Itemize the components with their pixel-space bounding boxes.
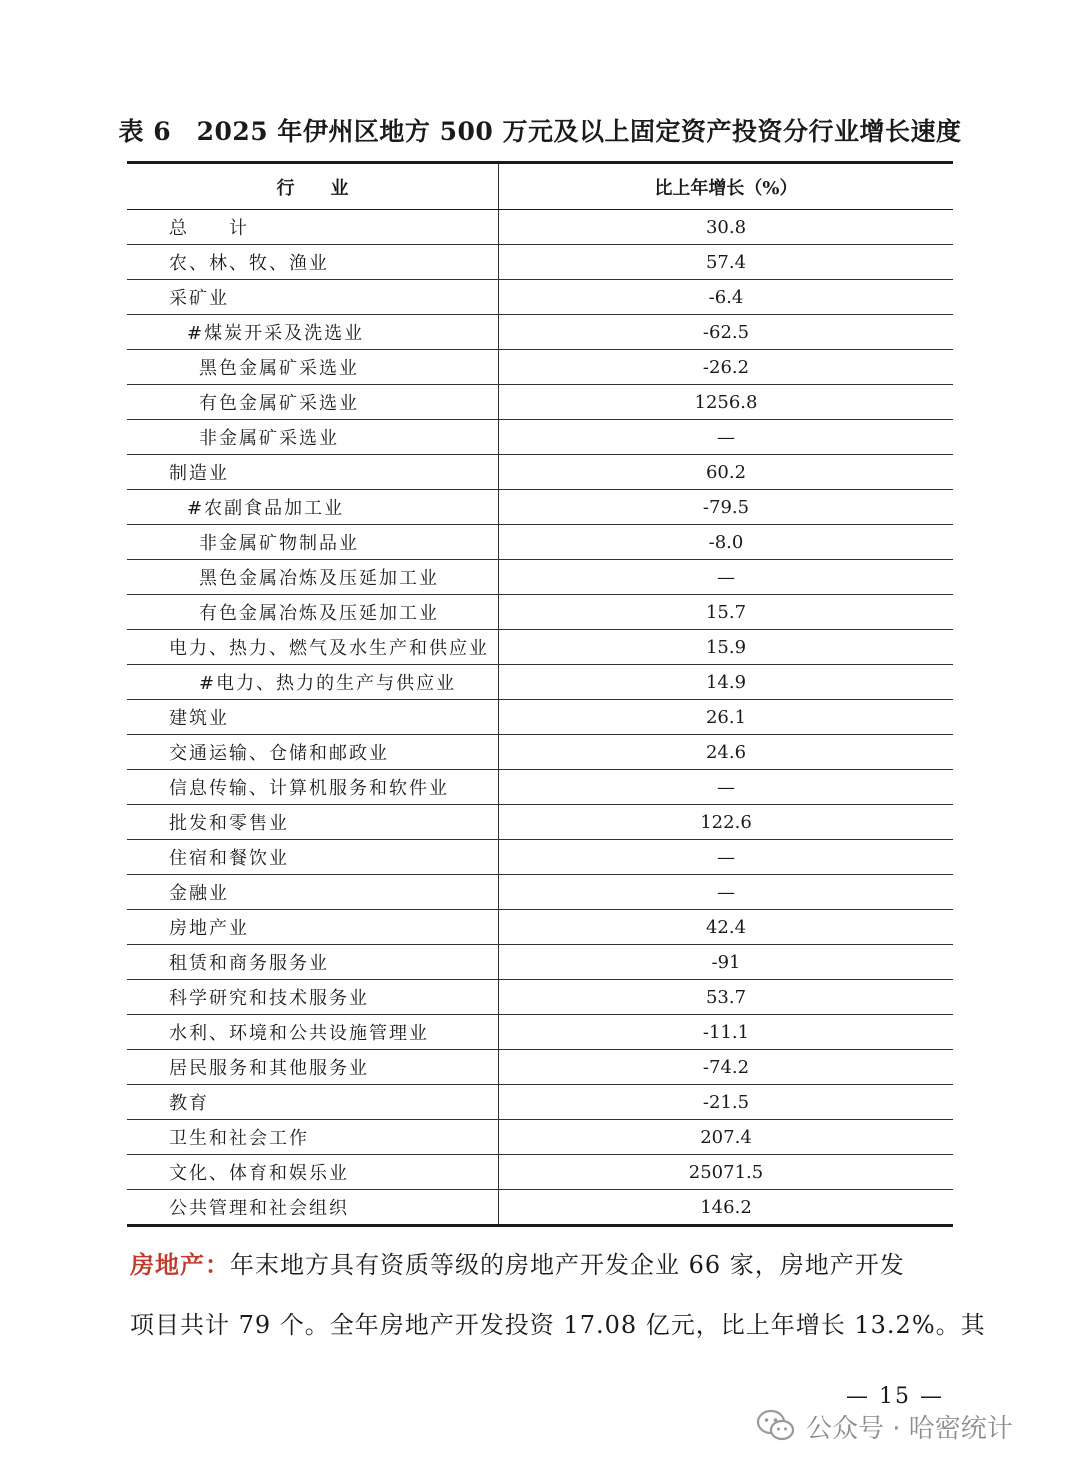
growth-value: — (499, 560, 954, 595)
industry-label: 有色金属冶炼及压延加工业 (199, 603, 439, 624)
growth-value: 57.4 (499, 245, 954, 280)
table-row (127, 735, 953, 770)
growth-value: — (499, 840, 954, 875)
growth-value: -21.5 (499, 1085, 954, 1120)
industry-label: 黑色金属矿采选业 (199, 358, 359, 379)
industry-cell (127, 980, 499, 1015)
growth-value: 60.2 (499, 455, 954, 490)
industry-cell (127, 1085, 499, 1120)
industry-cell (127, 875, 499, 910)
growth-value: 42.4 (499, 910, 954, 945)
industry-label: #电力、热力的生产与供应业 (199, 673, 457, 694)
industry-cell (127, 455, 499, 490)
industry-label: 批发和零售业 (169, 813, 289, 834)
industry-label: 文化、体育和娱乐业 (169, 1163, 349, 1184)
industry-cell (127, 350, 499, 385)
watermark-text: 公众号 · 哈密统计 (806, 1413, 1013, 1444)
industry-cell (127, 315, 499, 350)
industry-label: 卫生和社会工作 (169, 1128, 309, 1149)
wechat-icon (756, 1409, 796, 1443)
industry-label: 交通运输、仓储和邮政业 (169, 743, 389, 764)
page-number: — 15 — (846, 1384, 944, 1409)
table-row (127, 1190, 953, 1226)
table-body (127, 210, 953, 1226)
table-row (127, 910, 953, 945)
growth-value: -6.4 (499, 280, 954, 315)
industry-label: 住宿和餐饮业 (169, 848, 289, 869)
industry-label: 居民服务和其他服务业 (169, 1058, 369, 1079)
paragraph-text-1: 年末地方具有资质等级的房地产开发企业 66 家，房地产开发 (230, 1251, 905, 1279)
industry-label: 非金属矿物制品业 (199, 533, 359, 554)
growth-value: -26.2 (499, 350, 954, 385)
table-row (127, 525, 953, 560)
growth-value: -74.2 (499, 1050, 954, 1085)
growth-value: 1256.8 (499, 385, 954, 420)
growth-value: 30.8 (499, 210, 954, 245)
header-industry: 行 业 (127, 163, 499, 210)
industry-label: #农副食品加工业 (187, 498, 345, 519)
paragraph-lead-in: 房地产： (130, 1250, 230, 1279)
table-row (127, 385, 953, 420)
industry-cell (127, 840, 499, 875)
paragraph-line-1 (130, 1245, 952, 1280)
industry-label: 总 计 (169, 218, 249, 239)
growth-value: -11.1 (499, 1015, 954, 1050)
industry-cell (127, 1050, 499, 1085)
industry-label: 电力、热力、燃气及水生产和供应业 (169, 638, 489, 659)
industry-label: 房地产业 (169, 918, 249, 939)
table-row (127, 875, 953, 910)
industry-cell (127, 630, 499, 665)
table-row (127, 665, 953, 700)
industry-cell (127, 1120, 499, 1155)
industry-label: 有色金属矿采选业 (199, 393, 359, 414)
growth-value: -79.5 (499, 490, 954, 525)
growth-value: 207.4 (499, 1120, 954, 1155)
industry-label: 采矿业 (169, 288, 229, 309)
industry-cell (127, 770, 499, 805)
table-row (127, 595, 953, 630)
industry-label: #煤炭开采及洗选业 (187, 323, 365, 344)
industry-growth-table (127, 161, 953, 1227)
industry-label: 非金属矿采选业 (199, 428, 339, 449)
table-row (127, 245, 953, 280)
table-row (127, 700, 953, 735)
growth-value: — (499, 420, 954, 455)
industry-cell (127, 665, 499, 700)
industry-cell (127, 560, 499, 595)
industry-label: 科学研究和技术服务业 (169, 988, 369, 1009)
industry-cell (127, 910, 499, 945)
industry-cell (127, 700, 499, 735)
table-row (127, 805, 953, 840)
table-row (127, 560, 953, 595)
industry-label: 建筑业 (169, 708, 229, 729)
header-growth: 比上年增长（%） (499, 163, 954, 210)
industry-cell (127, 280, 499, 315)
table-row (127, 1050, 953, 1085)
industry-label: 金融业 (169, 883, 229, 904)
growth-value: 146.2 (499, 1190, 954, 1226)
industry-cell (127, 245, 499, 280)
table-row (127, 980, 953, 1015)
table-row (127, 315, 953, 350)
table-row (127, 420, 953, 455)
industry-cell (127, 525, 499, 560)
table-row (127, 1015, 953, 1050)
table-row (127, 455, 953, 490)
table-row (127, 840, 953, 875)
table-row (127, 770, 953, 805)
table-row (127, 280, 953, 315)
table-row (127, 1085, 953, 1120)
table-row (127, 630, 953, 665)
growth-value: 25071.5 (499, 1155, 954, 1190)
industry-label: 水利、环境和公共设施管理业 (169, 1023, 429, 1044)
industry-cell (127, 490, 499, 525)
table-row (127, 945, 953, 980)
industry-label: 黑色金属冶炼及压延加工业 (199, 568, 439, 589)
table-header-row (127, 163, 953, 210)
growth-value: 14.9 (499, 665, 954, 700)
industry-cell (127, 1190, 499, 1226)
industry-label: 公共管理和社会组织 (169, 1198, 349, 1219)
industry-label: 制造业 (169, 463, 229, 484)
industry-label: 信息传输、计算机服务和软件业 (169, 778, 449, 799)
growth-value: -62.5 (499, 315, 954, 350)
industry-cell (127, 210, 499, 245)
industry-cell (127, 385, 499, 420)
industry-cell (127, 1155, 499, 1190)
industry-label: 教育 (169, 1093, 209, 1114)
growth-value: 15.7 (499, 595, 954, 630)
table-row (127, 1155, 953, 1190)
growth-value: 26.1 (499, 700, 954, 735)
paragraph-line-2: 项目共计 79 个。全年房地产开发投资 17.08 亿元，比上年增长 13.2%。其 (130, 1311, 986, 1339)
growth-value: — (499, 875, 954, 910)
growth-value: -91 (499, 945, 954, 980)
data-table-container (127, 161, 953, 1227)
table-row (127, 350, 953, 385)
table-title: 表 6 2025 年伊州区地方 500 万元及以上固定资产投资分行业增长速度 (118, 117, 962, 146)
industry-cell (127, 735, 499, 770)
growth-value: 122.6 (499, 805, 954, 840)
table-row (127, 1120, 953, 1155)
growth-value: — (499, 770, 954, 805)
industry-label: 农、林、牧、渔业 (169, 253, 329, 274)
growth-value: -8.0 (499, 525, 954, 560)
growth-value: 53.7 (499, 980, 954, 1015)
growth-value: 15.9 (499, 630, 954, 665)
industry-cell (127, 1015, 499, 1050)
watermark (756, 1402, 1013, 1450)
industry-cell (127, 595, 499, 630)
table-row (127, 490, 953, 525)
industry-cell (127, 805, 499, 840)
table-row (127, 210, 953, 245)
industry-label: 租赁和商务服务业 (169, 953, 329, 974)
growth-value: 24.6 (499, 735, 954, 770)
industry-cell (127, 420, 499, 455)
industry-cell (127, 945, 499, 980)
